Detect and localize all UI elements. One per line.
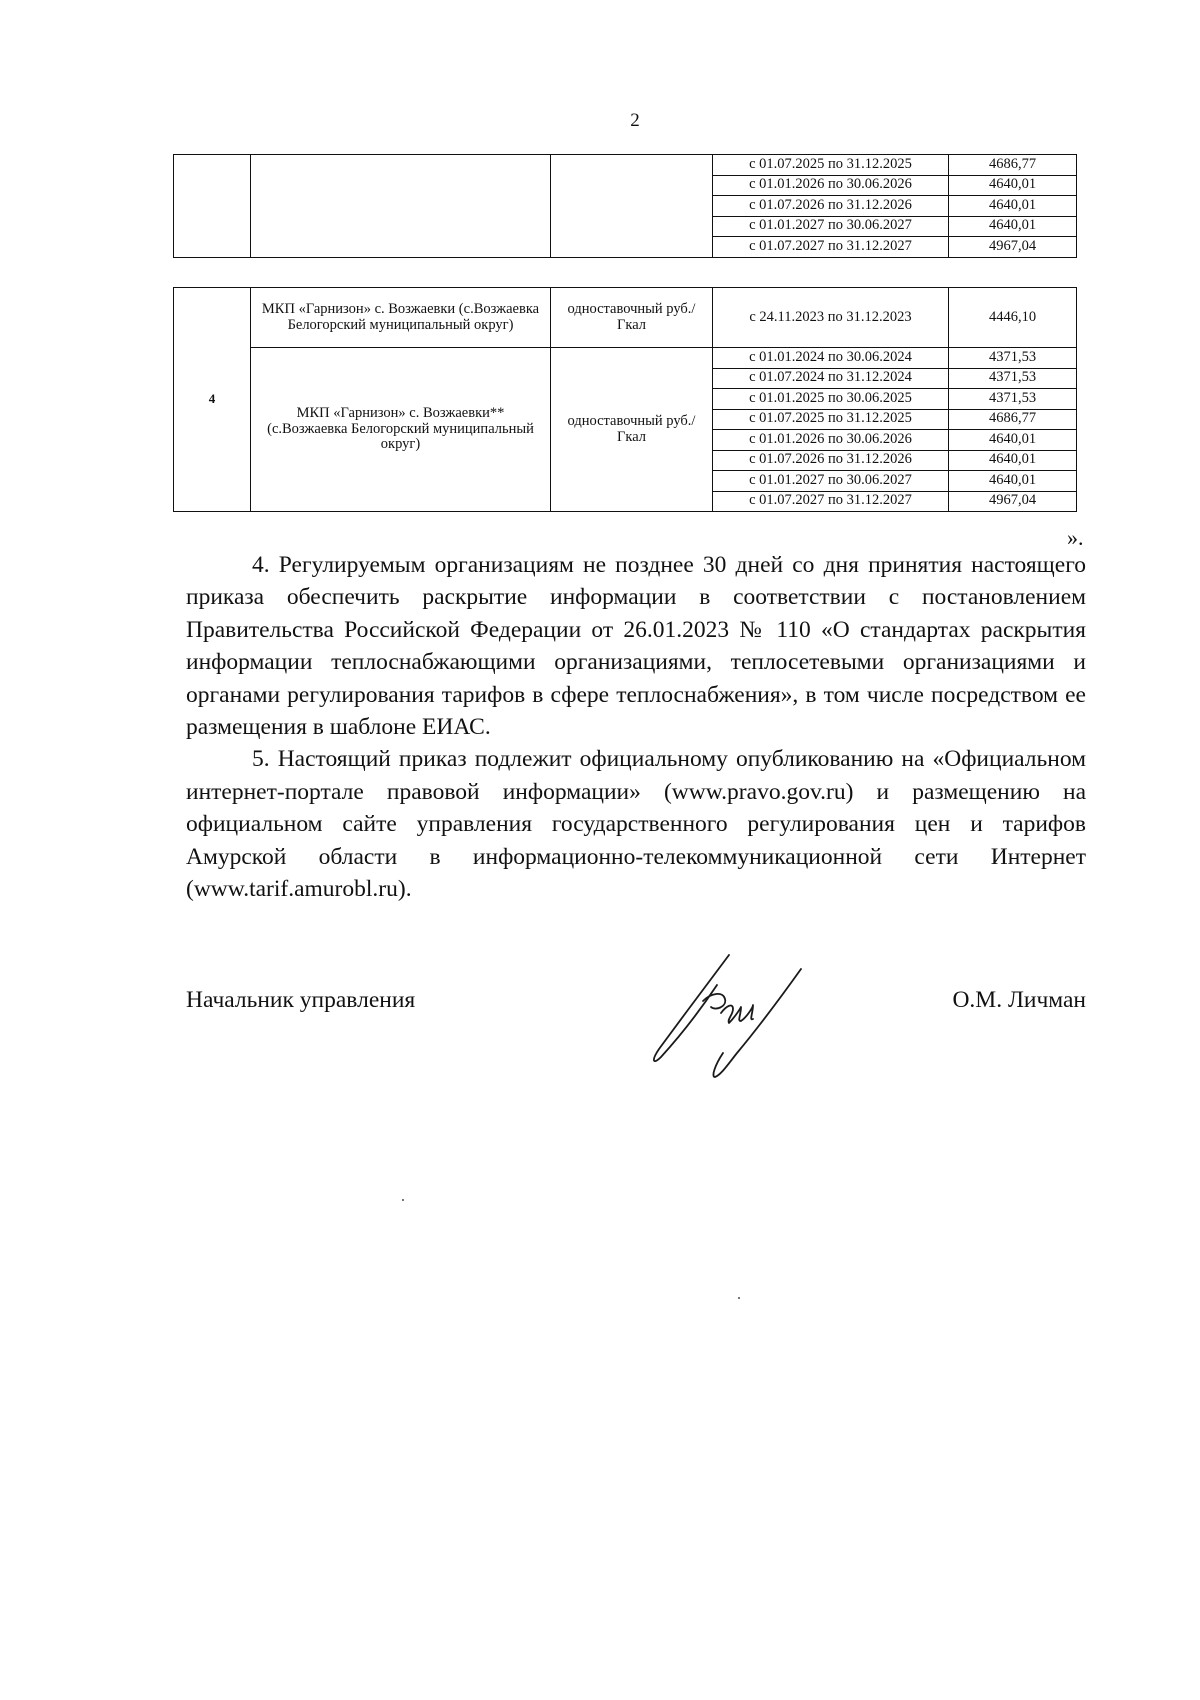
scan-speck xyxy=(402,1199,404,1201)
tariff-table-continuation xyxy=(173,154,1077,258)
tariff-value-cell: 4640,01 xyxy=(949,216,1077,237)
tariff-value-cell: 4640,01 xyxy=(949,450,1077,471)
tariff-value-cell: 4371,53 xyxy=(949,389,1077,410)
period-cell: с 01.07.2027 по 31.12.2027 xyxy=(713,237,949,258)
tariff-value-cell: 4446,10 xyxy=(949,288,1077,348)
signature-block xyxy=(186,975,1086,1115)
signatory-name: О.М. Личман xyxy=(952,987,1086,1013)
table-row xyxy=(174,155,1077,176)
tariff-value-cell: 4371,53 xyxy=(949,368,1077,389)
page-number: 2 xyxy=(630,110,640,131)
paragraph-4: 4. Регулируемым организациям не позднее 30 дней со дня принятия настоящего приказа обеспечить раскрытие информации в соответствии с постановлением Правительства Российской Федерации от 26.01.2023 № 110 «О стандартах раскрытия информации теплоснабжающими организациями, теплосетевыми организациями и органами регулирования тарифов в сфере теплоснабжения», в том числе посредством ее размещения в шаблоне ЕИАС. xyxy=(186,552,1086,741)
period-cell: с 01.07.2025 по 31.12.2025 xyxy=(713,155,949,176)
order-body xyxy=(186,549,1086,905)
table-row xyxy=(174,288,1077,348)
period-cell: с 24.11.2023 по 31.12.2023 xyxy=(713,288,949,348)
period-cell: с 01.01.2024 по 30.06.2024 xyxy=(713,348,949,369)
scan-speck xyxy=(738,1297,740,1299)
tariff-value-cell: 4686,77 xyxy=(949,409,1077,430)
signatory-position: Начальник управления xyxy=(186,987,416,1013)
organization-cell xyxy=(251,155,551,258)
tariff-value-cell: 4967,04 xyxy=(949,237,1077,258)
period-cell: с 01.07.2026 по 31.12.2026 xyxy=(713,450,949,471)
tariff-value-cell: 4640,01 xyxy=(949,471,1077,492)
paragraph-5: 5. Настоящий приказ подлежит официальному опубликованию на «Официальном интернет-портале правовой информации» (www.pravo.gov.ru) и размещению на официальном сайте управления государственного регулирования цен и тарифов Амурской области в информационно-телекоммуникационной сети Интернет (www.tarif.amurobl.ru). xyxy=(186,746,1086,903)
tariff-value-cell: 4371,53 xyxy=(949,348,1077,369)
period-cell: с 01.07.2025 по 31.12.2025 xyxy=(713,409,949,430)
period-cell: с 01.01.2026 по 30.06.2026 xyxy=(713,175,949,196)
handwritten-signature xyxy=(641,949,811,1079)
tariff-value-cell: 4640,01 xyxy=(949,175,1077,196)
rate-type-cell: одноставочный руб./Гкал xyxy=(551,288,713,348)
period-cell: с 01.01.2027 по 30.06.2027 xyxy=(713,471,949,492)
table-closing-quote: ». xyxy=(1067,525,1084,550)
period-cell: с 01.01.2025 по 30.06.2025 xyxy=(713,389,949,410)
tariff-value-cell: 4967,04 xyxy=(949,491,1077,512)
period-cell: с 01.01.2027 по 30.06.2027 xyxy=(713,216,949,237)
period-cell: с 01.01.2026 по 30.06.2026 xyxy=(713,430,949,451)
rate-type-cell xyxy=(551,155,713,258)
rate-type-cell: одноставочный руб./Гкал xyxy=(551,348,713,512)
organization-cell: МКП «Гарнизон» с. Возжаевки (с.Возжаевка Белогорский муниципальный округ) xyxy=(251,288,551,348)
tariff-table-item-4 xyxy=(173,287,1077,512)
number-cell xyxy=(174,155,251,258)
tariff-value-cell: 4686,77 xyxy=(949,155,1077,176)
tariff-value-cell: 4640,01 xyxy=(949,196,1077,217)
period-cell: с 01.07.2024 по 31.12.2024 xyxy=(713,368,949,389)
period-cell: с 01.07.2027 по 31.12.2027 xyxy=(713,491,949,512)
item-number-cell: 4 xyxy=(174,288,251,512)
tariff-value-cell: 4640,01 xyxy=(949,430,1077,451)
table-row xyxy=(174,348,1077,369)
period-cell: с 01.07.2026 по 31.12.2026 xyxy=(713,196,949,217)
organization-cell: МКП «Гарнизон» с. Возжаевки** (с.Возжаевка Белогорский муниципальный округ) xyxy=(251,348,551,512)
